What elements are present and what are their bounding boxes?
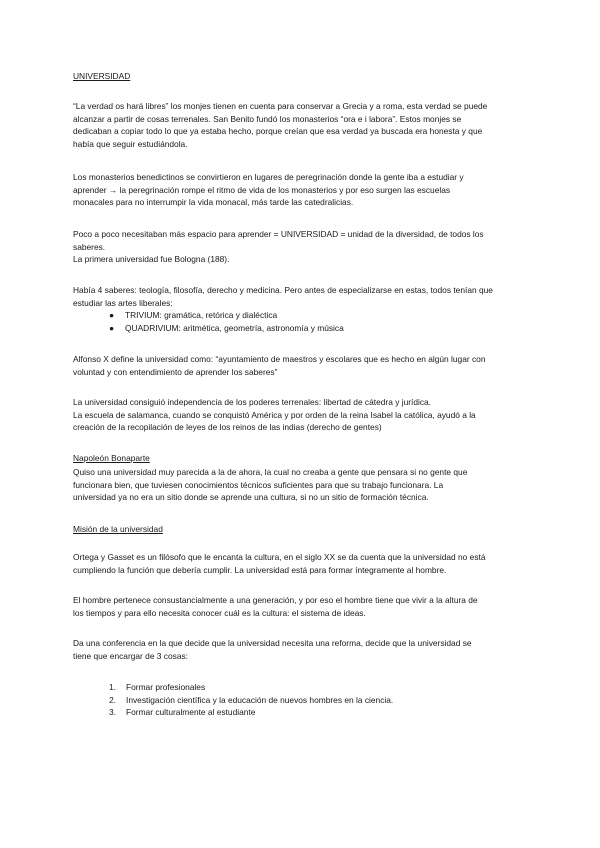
paragraph-conferencia	[73, 637, 533, 662]
paragraph-intro	[73, 100, 533, 151]
text-line: Poco a poco necesitaban más espacio para aprender = UNIVERSIDAD = unidad de la diversidad, de todos los	[73, 229, 484, 239]
text-line: Ortega y Gasset es un filósofo que le encanta la cultura, en el siglo XX se da cuenta que la universidad no está	[73, 552, 486, 562]
list-item	[73, 322, 533, 335]
text-line: Alfonso X define la universidad como: “ayuntamiento de maestros y escolares que es hecho en algún lugar con	[73, 354, 486, 364]
text-line: La escuela de salamanca, cuando se conquistó América y por orden de la reina Isabel la católica, ayudó a la	[73, 409, 476, 420]
text-line: aprender → la peregrinación rompe el ritmo de vida de los monasterios y por eso surgen las escuelas	[73, 184, 451, 195]
list-item-text: Formar culturalmente al estudiante	[126, 707, 256, 718]
paragraph-independencia	[73, 396, 533, 434]
paragraph-universidad	[73, 228, 533, 266]
paragraph-saberes	[73, 284, 533, 335]
text-line: estudiar las artes liberales:	[73, 297, 173, 308]
list-item	[73, 706, 533, 719]
text-line: “La verdad os hará libres” los monjes tienen en cuenta para conservar a Grecia y a roma, esta verdad se puede	[73, 101, 488, 111]
bullet-icon: ●	[109, 323, 115, 334]
list-number: 2.	[109, 694, 116, 705]
list-item-text: Investigación científica y la educación de nuevos hombres en la ciencia.	[126, 694, 394, 705]
paragraph-alfonso	[73, 353, 533, 378]
paragraph-napoleon	[73, 466, 533, 504]
text-line: universidad ya no era un sitio donde se aprende una cultura, si no un sitio de formación técnica.	[73, 492, 429, 503]
list-item-text: Formar profesionales	[126, 682, 206, 692]
text-line: La primera universidad fue Bologna (188).	[73, 254, 230, 265]
text-line: monacales para no interrumpir la vida monacal, más tarde las catedralicias.	[73, 197, 354, 208]
paragraph-monasterios	[73, 171, 533, 209]
numbered-list	[73, 681, 533, 719]
bullet-icon: ●	[109, 310, 115, 321]
text-line: creación de la recopilación de leyes de los reinos de las indias (derecho de gentes)	[73, 422, 382, 433]
list-number: 3.	[109, 707, 116, 718]
text-line: Da una conferencia en la que decide que la universidad necesita una reforma, decide que la universidad se	[73, 638, 472, 648]
text-line: tiene que encargar de 3 cosas:	[73, 650, 189, 661]
section-heading-mision: Misión de la universidad	[73, 524, 163, 534]
text-line: Había 4 saberes: teología, filosofía, derecho y medicina. Pero antes de especializarse en estas, todos tenían que	[73, 285, 493, 295]
list-item-text: TRIVIUM: gramática, retórica y dialéctica	[125, 310, 278, 321]
page-title: UNIVERSIDAD	[73, 71, 131, 81]
text-line: cumpliendo la función que debería cumplir. La universidad está para formar íntegramente al hombre.	[73, 564, 447, 575]
text-line: los tiempos y para ello necesita conocer cuál es la cultura: el sistema de ideas.	[73, 607, 366, 618]
text-line: dedicaban a copiar todo lo que ya estaba hecho, porque creían que esa verdad ya buscada era honesta y que	[73, 126, 483, 137]
paragraph-ortega	[73, 551, 533, 576]
text-line: Los monasterios benedictinos se convirtieron en lugares de peregrinación donde la gente iba a estudiar y	[73, 172, 464, 182]
text-line: saberes.	[73, 241, 106, 252]
list-number: 1.	[109, 682, 116, 692]
list-item-text: QUADRIVIUM: aritmética, geometría, astronomía y música	[125, 323, 344, 334]
text-line: El hombre pertenece consustancialmente a una generación, y por eso el hombre tiene que vivir a la altura de	[73, 595, 478, 605]
text-line: Quiso una universidad muy parecida a la de ahora, la cual no creaba a gente que pensara si no gente que	[73, 467, 468, 477]
text-line: voluntad y con entendimiento de aprender los saberes”	[73, 366, 278, 377]
bullet-list	[73, 309, 533, 334]
list-item	[73, 681, 533, 694]
text-line: alcanzar a partir de cosas terrenales. San Benito fundó los monasterios “ora e i labora”. Estos monjes se	[73, 113, 462, 124]
text-line: había que seguir estudiándola.	[73, 139, 188, 150]
section-heading-napoleon: Napoleón Bonaparte	[73, 453, 150, 463]
paragraph-hombre	[73, 594, 533, 619]
text-line: funcionara bien, que tuviesen conocimientos técnicos suficientes para que su trabajo funcionara. La	[73, 479, 444, 490]
text-line: La universidad consiguió independencia de los poderes terrenales: libertad de cátedra y jurídica.	[73, 397, 432, 407]
list-item	[73, 309, 533, 322]
list-item	[73, 694, 533, 707]
